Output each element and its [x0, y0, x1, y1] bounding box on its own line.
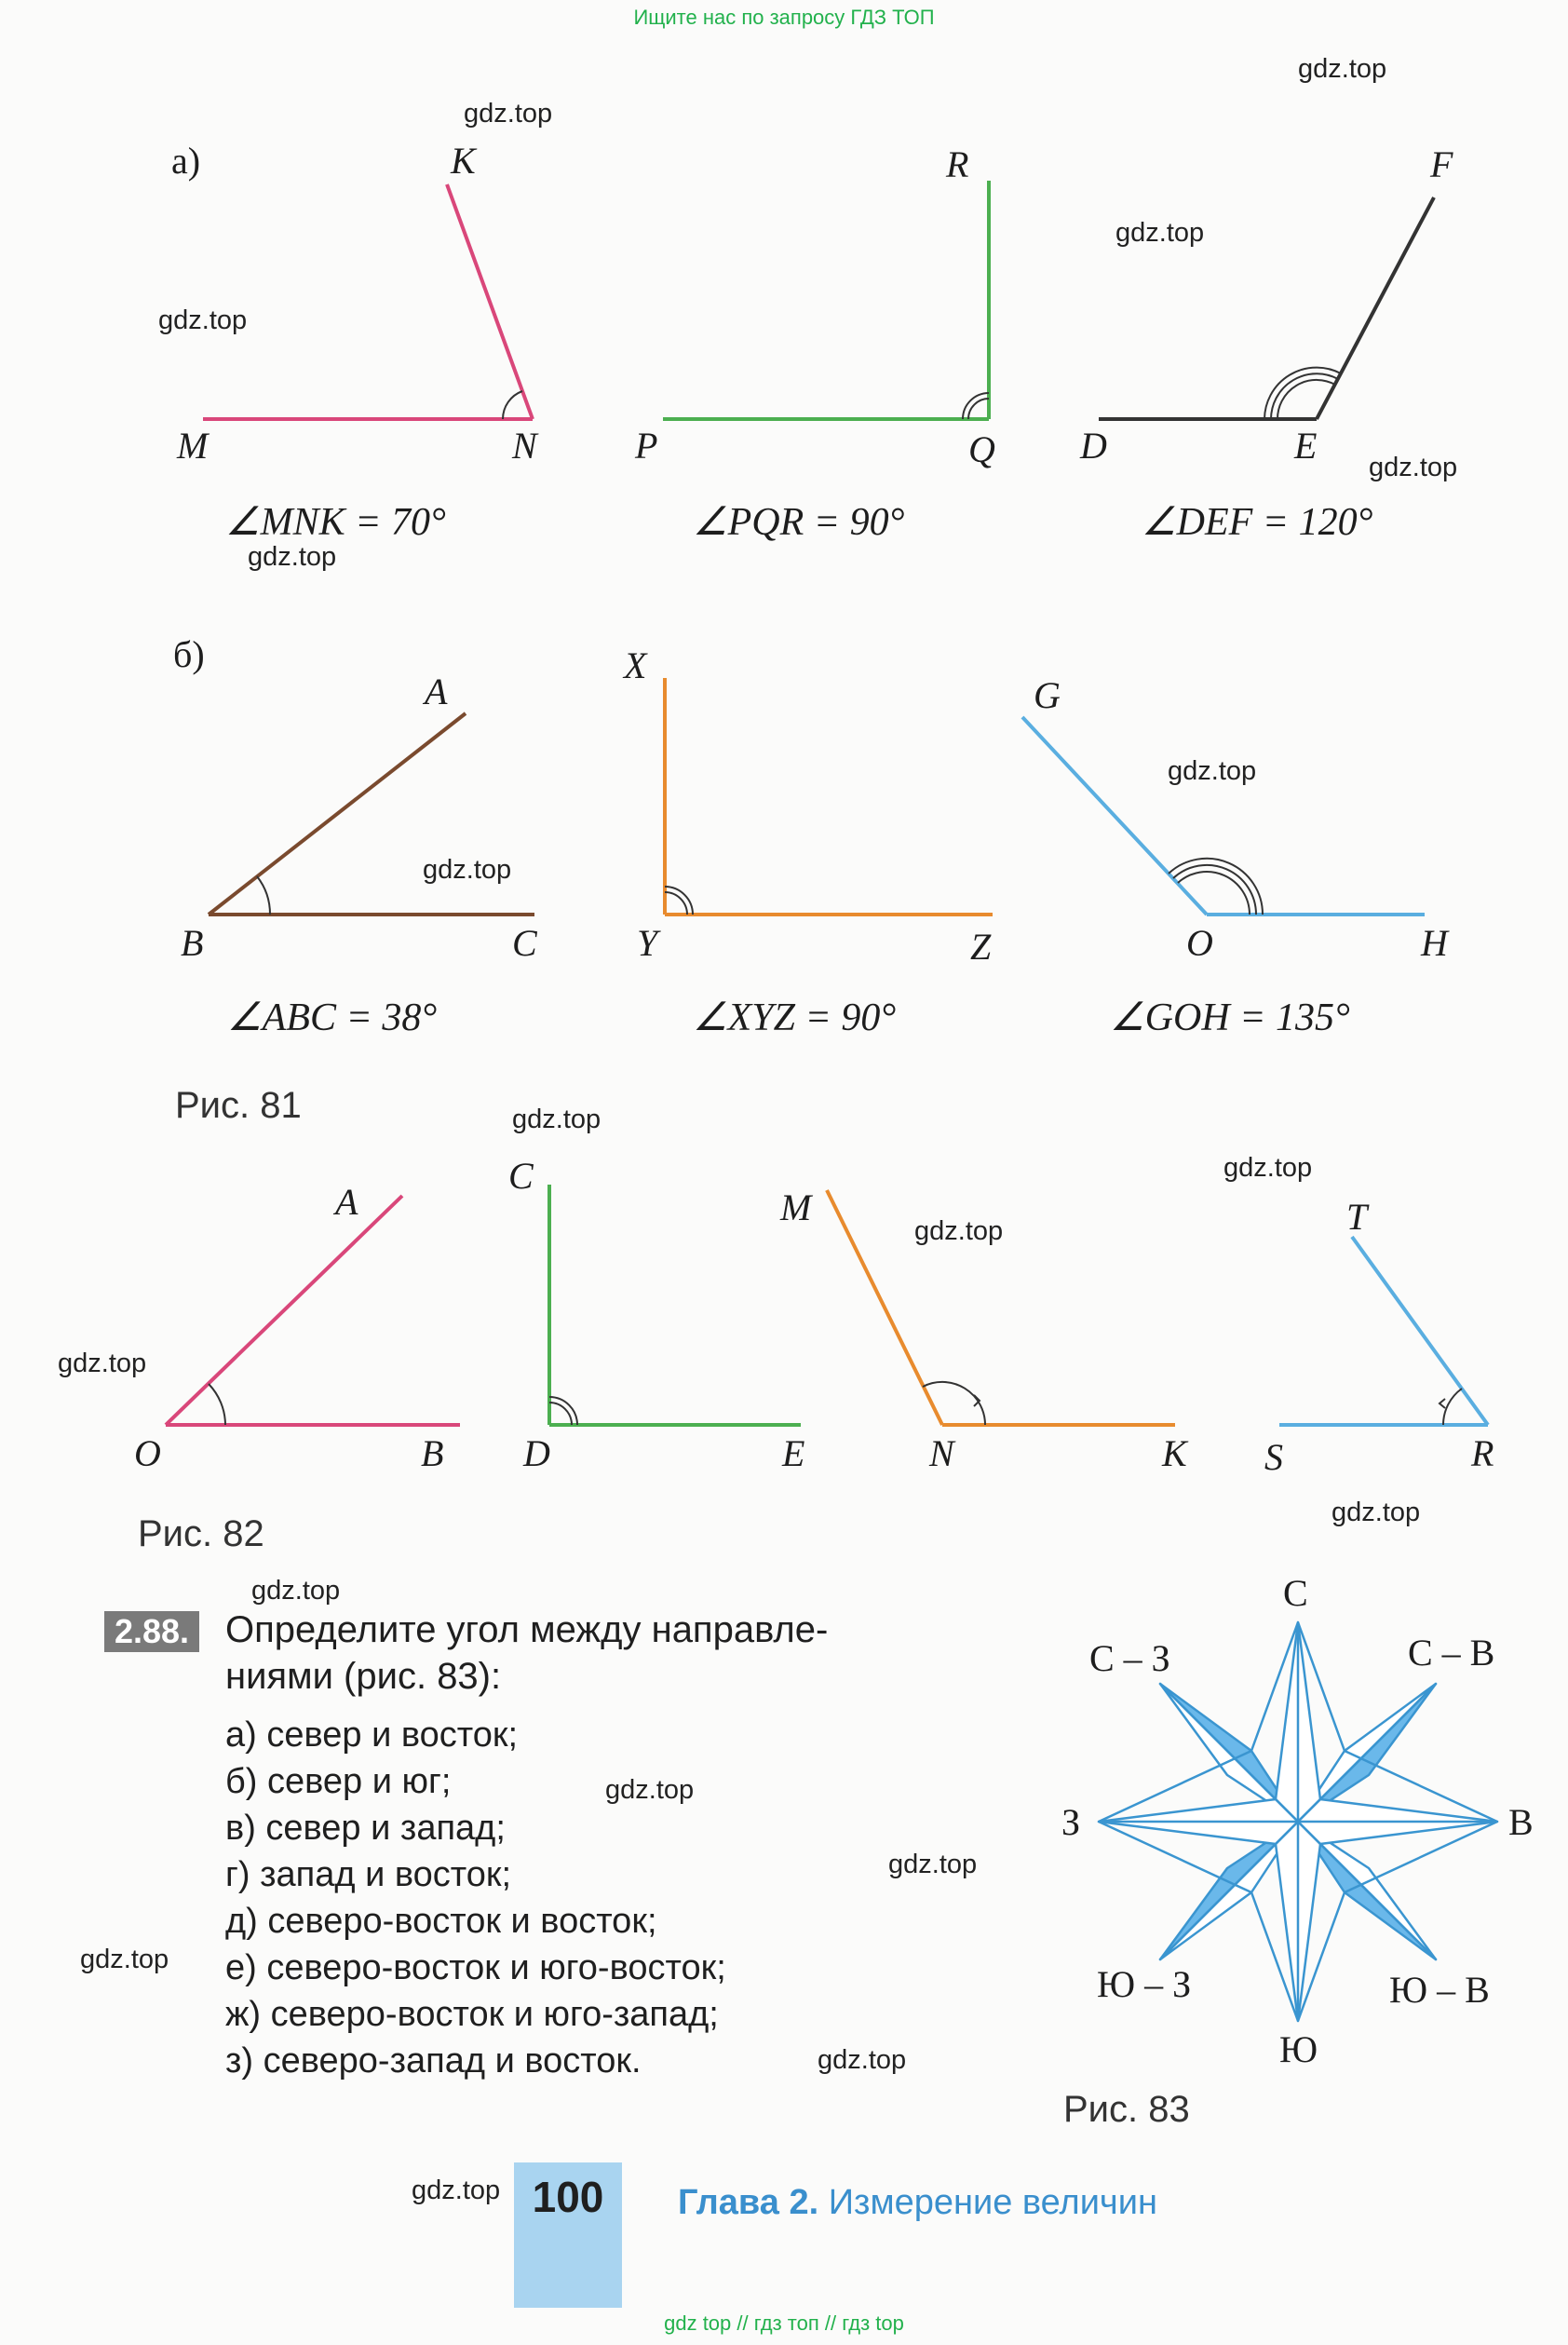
part-a-label: а): [171, 140, 201, 182]
watermark: gdz.top: [1298, 54, 1387, 84]
watermark: gdz.top: [818, 2045, 907, 2075]
point-label-h: H: [1421, 922, 1448, 964]
compass-label-sw: Ю – З: [1097, 1963, 1192, 2005]
point-label-r2: R: [1471, 1432, 1494, 1474]
point-label-m: M: [177, 425, 209, 467]
point-label-f: F: [1430, 143, 1453, 185]
angle-goh-label: ∠GOH = 135°: [1110, 996, 1350, 1039]
point-label-b2: B: [421, 1432, 444, 1474]
chapter-heading: [678, 2183, 1157, 2223]
watermark: gdz.top: [248, 542, 337, 572]
watermark: gdz.top: [423, 855, 512, 885]
task-item: з) северо-запад и восток.: [225, 2041, 642, 2081]
angle-abc: [181, 671, 538, 964]
angle-abc-label: ∠ABC = 38°: [227, 996, 438, 1039]
compass-label-n: С: [1283, 1572, 1308, 1614]
point-label-z: Z: [970, 926, 992, 968]
task-item: б) север и юг;: [225, 1762, 452, 1801]
compass-label-se: Ю – В: [1389, 1969, 1490, 2011]
watermark: gdz.top: [464, 99, 553, 129]
task-item: е) северо-восток и юго-восток;: [225, 1948, 726, 1987]
angle-pqr: [634, 143, 995, 470]
angle-cde: [508, 1155, 804, 1474]
compass-label-nw: С – З: [1089, 1637, 1170, 1679]
task-item: а) север и восток;: [225, 1715, 519, 1755]
angle-trs: [1264, 1196, 1494, 1478]
point-label-r: R: [946, 143, 969, 185]
watermark: gdz.top: [1369, 453, 1458, 482]
task-item: ж) северо-восток и юго-запад;: [225, 1995, 719, 2034]
point-label-s2: S: [1264, 1436, 1283, 1478]
point-label-b: B: [181, 922, 204, 964]
watermark: gdz.top: [251, 1576, 341, 1606]
watermark: gdz.top: [512, 1105, 602, 1134]
angle-mnk-label: ∠MNK = 70°: [225, 501, 446, 544]
point-label-c: C: [512, 922, 537, 964]
point-label-e2: E: [782, 1432, 805, 1474]
page-number: 100: [532, 2173, 604, 2221]
point-label-x: X: [624, 644, 647, 686]
point-label-m2: M: [780, 1186, 812, 1228]
point-label-k: K: [451, 140, 476, 182]
compass-label-e: В: [1508, 1801, 1534, 1843]
figure81-caption: Рис. 81: [175, 1085, 302, 1126]
task-number-badge: 2.88.: [104, 1611, 199, 1652]
watermark: gdz.top: [1168, 756, 1257, 786]
point-label-q: Q: [968, 428, 995, 470]
point-label-d: D: [1080, 425, 1107, 467]
point-label-d2: D: [523, 1432, 550, 1474]
angle-def: [1079, 143, 1453, 467]
point-label-t2: T: [1346, 1196, 1368, 1238]
task-title-line-1: Определите угол между направле-: [225, 1609, 829, 1650]
angle-xyz-label: ∠XYZ = 90°: [693, 996, 897, 1039]
point-label-o: O: [1186, 922, 1213, 964]
watermark: gdz.top: [1115, 218, 1205, 248]
chapter-label: Глава 2.: [678, 2183, 819, 2222]
compass-label-s: Ю: [1279, 2028, 1318, 2070]
angle-pqr-label: ∠PQR = 90°: [693, 501, 905, 544]
watermark: gdz.top: [1331, 1498, 1421, 1527]
watermark: gdz.top: [412, 2176, 501, 2205]
top-watermark-line: Ищите нас по запросу ГДЗ ТОП: [633, 6, 935, 29]
point-label-p: P: [635, 425, 658, 467]
point-label-c2: C: [508, 1155, 534, 1197]
point-label-y: Y: [637, 922, 658, 964]
task-item: д) северо-восток и восток;: [225, 1902, 657, 1941]
chapter-title: Измерение величин: [828, 2183, 1157, 2222]
point-label-g: G: [1034, 674, 1061, 716]
watermark: gdz.top: [605, 1775, 695, 1805]
angle-def-label: ∠DEF = 120°: [1142, 501, 1373, 544]
point-label-n2: N: [929, 1432, 954, 1474]
watermark: gdz.top: [1223, 1153, 1313, 1183]
watermark: gdz.top: [914, 1216, 1004, 1246]
watermark: gdz.top: [58, 1349, 147, 1378]
task-item: в) север и запад;: [225, 1809, 506, 1848]
footer-links[interactable]: gdz top // гдз топ // гдз top: [664, 2311, 904, 2335]
angle-aob: [134, 1181, 460, 1474]
point-label-k2: K: [1162, 1432, 1187, 1474]
point-label-n: N: [512, 425, 537, 467]
angle-xyz: [622, 644, 993, 968]
compass-label-ne: С – В: [1408, 1632, 1495, 1674]
watermark: gdz.top: [888, 1850, 978, 1879]
angle-goh: [1022, 674, 1450, 964]
watermark: gdz.top: [158, 305, 248, 335]
point-label-o2: O: [134, 1432, 161, 1474]
point-label-a: A: [425, 671, 448, 712]
watermark: gdz.top: [80, 1945, 169, 1974]
point-label-e: E: [1294, 425, 1318, 467]
task-title-line-2: ниями (рис. 83):: [225, 1656, 502, 1697]
figure83-caption: Рис. 83: [1063, 2089, 1190, 2130]
compass-rose: [1099, 1622, 1497, 2021]
figure82-caption: Рис. 82: [138, 1513, 264, 1554]
point-label-a2: A: [335, 1181, 358, 1223]
task-item: г) запад и восток;: [225, 1855, 512, 1894]
angle-mnk: [176, 140, 539, 467]
part-b-label: б): [173, 633, 205, 675]
compass-label-w: З: [1061, 1801, 1081, 1843]
